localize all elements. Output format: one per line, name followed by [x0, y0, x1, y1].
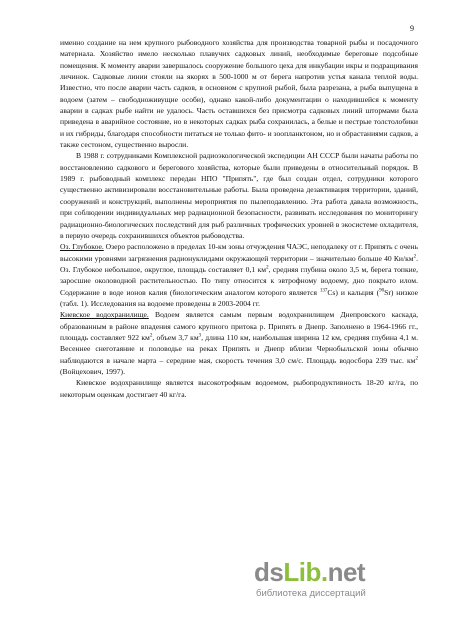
paragraph-5: Киевское водохранилище является высокотрофным водоемом, рыбопродуктивность 18-20 кг/га, по некоторым оценкам достигает 40 кг/га.: [60, 378, 418, 399]
page-number: 9: [410, 24, 414, 33]
dslib-logo: dsLib.net: [254, 557, 366, 587]
body-text: [60, 37, 418, 400]
dslib-watermark: [254, 557, 424, 601]
paragraph-2: В 1988 г. сотрудниками Комплексной радиоэкологической экспедиции АН СССР были начаты работы по восстановлению садкового и берегового хозяйства, которые были приведены в относительный порядок. В 1989 г. рыбоводный комплекс передан НПО "Припять", где был создан отдел, сотрудники которого существенно активизировали восстановительные работы. Была проведена дезактивация территории, зданий, сооружений и конструкций, выполнены мероприятия по пылеподавлению. Эта работа давала возможность, при соблюдении индивидуальных мер радиационной безопасности, развивать исследования по мониторингу радиационно-биологических последствий для рыб различных трофических уровней в экосистеме охладителя, в первую очередь сохранившихся объектов рыбоводства.: [60, 151, 418, 240]
section-heading-glubokoe: Оз. Глубокое.: [60, 242, 104, 252]
paragraph-1: именно создание на нем крупного рыбоводного хозяйства для производства товарной рыбы и посадочного материала. Хозяйство имело несколько плавучих садковых линий, необходимые береговые подсобные помещения. К моменту аварии завершалось сооружение большого цеха для инкубации икры и подращивания личинок. Садковые линии стояли на якорях в 500-1000 м от берега напротив устья канала теплой воды. Известно, что после аварии часть садков, в основном с крупной рыбой, была разрезана, а рыба выпущена в водоем (затем – свободноживущие особи), однако какой-либо документации о находившейся к моменту аварии в садках рыбе найти не удалось. Часть оставшихся без присмотра садковых линий штормами была приведена в аварийное состояние, но в некоторых садках рыба сохранилась, а белые и пестрые толстолобики и их гибриды, благодаря способности питаться не только фито- и зоопланктоном, но и обрастаниями садков, а также сестоном, существенно выросли.: [60, 38, 418, 150]
dslib-subtitle: библиотека диссертаций: [256, 588, 366, 599]
paragraph-3: Оз. Глубокое. Озеро расположено в пределах 10-км зоны отчуждения ЧАЭС, неподалеку от г. Припять с очень высокими уровнями загрязнения радионуклидами окружающей территории – значительно больше 40 $Ки/км^2$. Оз. Глубокое небольшое, округлое, площадь составляет 0,1 $км^2$, средняя глубина около 3,5 м, берега топкие, заросшие околоводной растительностью. По типу относится к эвтрофному водоему, дно покрыто илом. Содержание в воде ионов калия (биологическим аналогом которого является $^{137}$Cs) и кальция ($^{90}$Sr) низкое (табл. 1). Исследования на водоеме проведены в 2003-2004 гг.: [60, 242, 418, 308]
paragraph-4: Киевское водохранилище. Водоем является самым первым водохранилищем Днепровского каскада, образованным в районе впадения самого крупного притока р. Припять в Днепр. Заполнено в 1964-1966 гг., площадь составляет 922 $км^2$, объем 3,7 $км^3$, длина 110 км, наибольшая ширина 12 км, средняя глубина 4,1 м. Весеннее снеготаяние и половодье на реках Припять и Днепр вблизи Чернобыльской зоны обычно наблюдаются в начале марта – середине мая, скорость течения 3,0 см/с. Площадь водосбора 239 тыс. $км^2$ (Войцехович, 1997).: [60, 310, 418, 376]
section-heading-kiev-reservoir: Киевское водохранилище.: [60, 310, 149, 320]
